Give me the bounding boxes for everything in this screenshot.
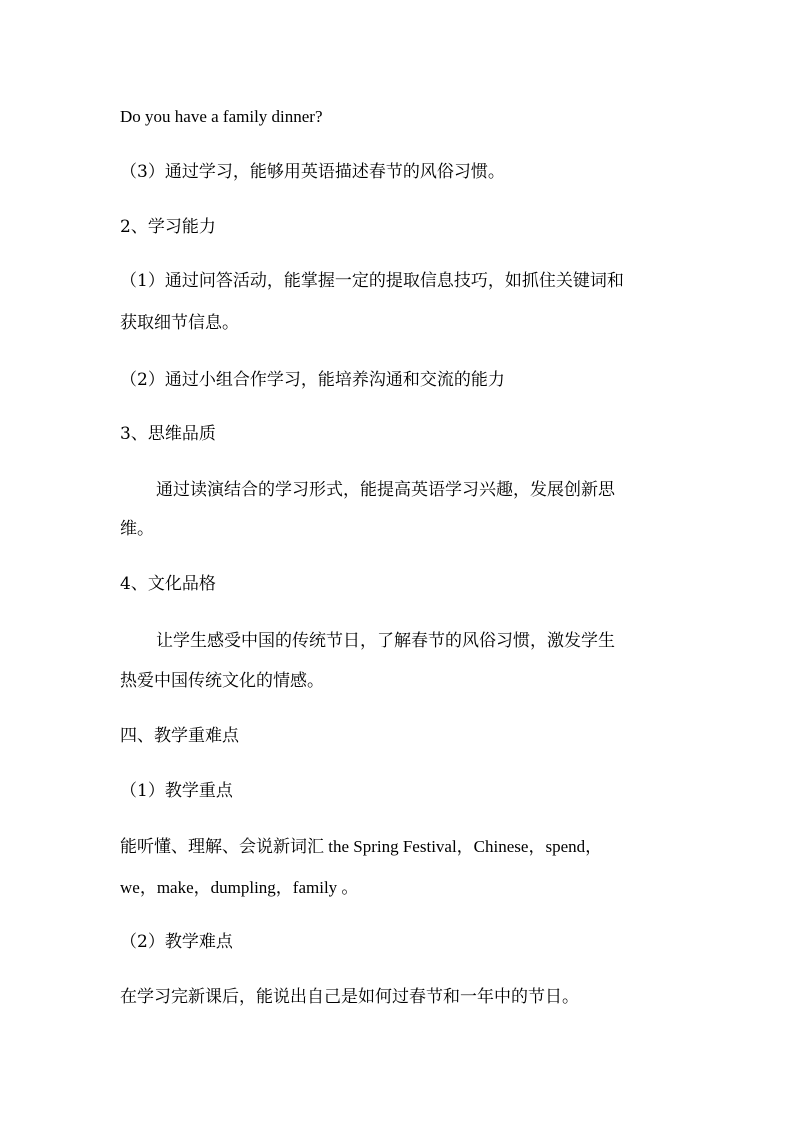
heading-thinking-quality: 3、思维品质 [120, 424, 216, 444]
heading-cultural-character: 4、文化品格 [120, 574, 216, 594]
text-line-ability-1-cont: 获取细节信息。 [120, 313, 239, 333]
text-line-objective-3: （3）通过学习，能够用英语描述春节的风俗习惯。 [120, 162, 505, 182]
heading-learning-ability: 2、学习能力 [120, 217, 216, 237]
text-line-vocabulary: 能听懂、理解、会说新词汇 the Spring Festival，Chinese，spend， [120, 837, 603, 856]
text-line-difficulty: 在学习完新课后，能说出自己是如何过春节和一年中的节日。 [120, 987, 579, 1007]
text-line-ability-2: （2）通过小组合作学习，能培养沟通和交流的能力 [120, 370, 505, 390]
text-line-thinking-cont: 维。 [120, 519, 154, 539]
text-line-vocabulary-cont: we，make，dumpling，family 。 [120, 878, 359, 897]
subheading-teaching-focus: （1）教学重点 [120, 781, 233, 801]
heading-key-points: 四、教学重难点 [120, 726, 239, 746]
text-line-ability-1: （1）通过问答活动，能掌握一定的提取信息技巧，如抓住关键词和 [120, 271, 624, 291]
text-line-thinking: 通过读演结合的学习形式，能提高英语学习兴趣，发展创新思 [156, 480, 615, 500]
subheading-teaching-difficulty: （2）教学难点 [120, 932, 233, 952]
text-line-family-dinner: Do you have a family dinner? [120, 107, 323, 126]
text-line-culture: 让学生感受中国的传统节日，了解春节的风俗习惯，激发学生 [156, 631, 615, 651]
text-line-culture-cont: 热爱中国传统文化的情感。 [120, 671, 324, 691]
